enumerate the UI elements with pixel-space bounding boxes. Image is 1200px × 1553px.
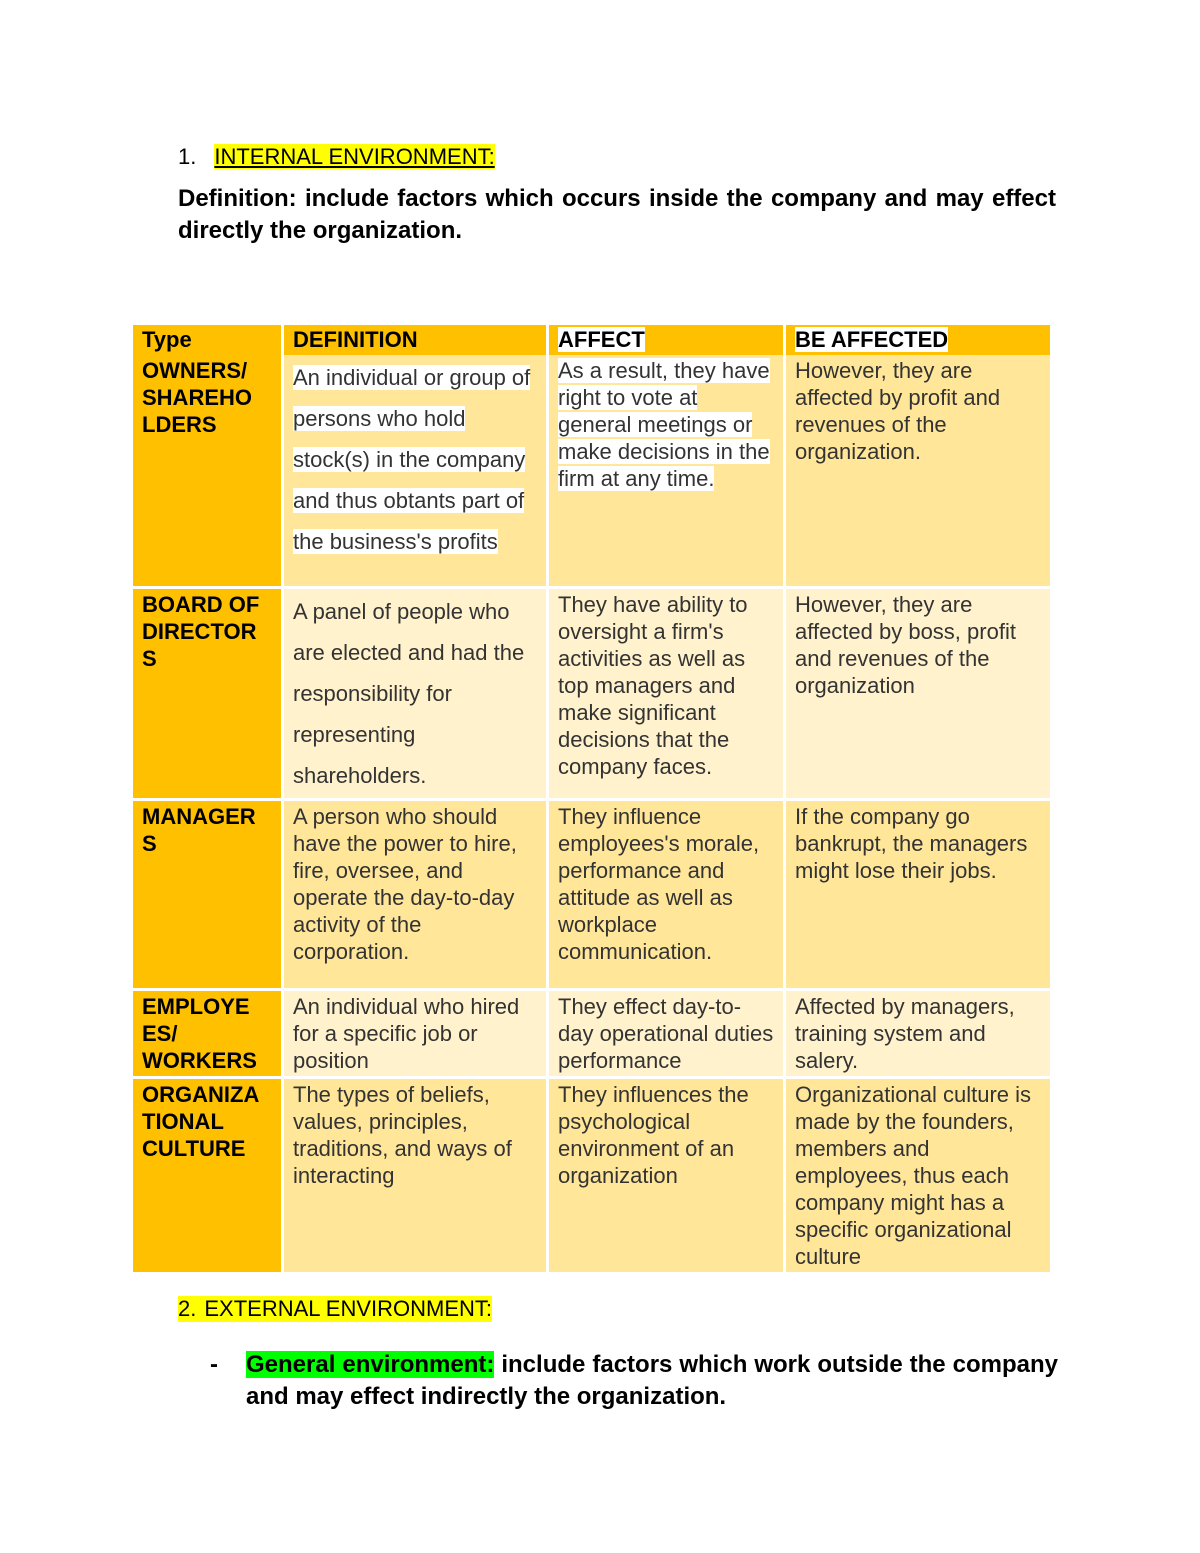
general-environment-label: General environment: xyxy=(246,1351,495,1378)
bullet-text-block xyxy=(246,1349,1058,1413)
header-be-affected xyxy=(786,325,1050,355)
section-2-number: 2. xyxy=(178,1296,197,1321)
table-row xyxy=(133,1076,1050,1272)
row-affect xyxy=(549,355,783,586)
header-definition: DEFINITION xyxy=(284,325,546,355)
row-type: ORGANIZA TIONAL CULTURE xyxy=(133,1076,281,1272)
row-type: OWNERS/ SHAREHO LDERS xyxy=(133,355,281,586)
header-be-affected-label: BE AFFECTED xyxy=(795,327,949,352)
table-row xyxy=(133,355,1050,586)
row-be-affected: However, they are affected by boss, profit and revenues of the organization xyxy=(786,586,1050,798)
row-type: EMPLOYE ES/ WORKERS xyxy=(133,988,281,1076)
row-definition: The types of beliefs, values, principles, traditions, and ways of interacting xyxy=(284,1076,546,1272)
row-definition-text: An individual or group of persons who hold stock(s) in the company and thus obtants part of the business's profits xyxy=(293,365,531,554)
row-definition: An individual who hired for a specific job or position xyxy=(284,988,546,1076)
section-1-number: 1. xyxy=(178,144,197,169)
table-row xyxy=(133,798,1050,988)
row-be-affected: Affected by managers, training system and salery. xyxy=(786,988,1050,1076)
row-be-affected: However, they are affected by profit and revenues of the organization. xyxy=(786,355,1050,586)
general-environment-text: include factors which work outside the company and may effect indirectly the organization. xyxy=(246,1351,1058,1410)
header-affect xyxy=(549,325,783,355)
row-affect: They have ability to oversight a firm's activities as well as top managers and make significant decisions that the company faces. xyxy=(549,586,783,798)
row-definition: A person who should have the power to hire, fire, oversee, and operate the day-to-day activity of the corporation. xyxy=(284,798,546,988)
row-definition: A panel of people who are elected and had the responsibility for representing shareholders. xyxy=(284,586,546,798)
general-environment-bullet xyxy=(210,1349,1058,1413)
header-type: Type xyxy=(133,325,281,355)
table-row xyxy=(133,988,1050,1076)
section-1-title: INTERNAL ENVIRONMENT: xyxy=(214,144,495,169)
section-2-title: EXTERNAL ENVIRONMENT: xyxy=(204,1296,493,1321)
section-2-heading xyxy=(178,1296,492,1322)
row-affect: They influence employees's morale, performance and attitude as well as workplace communication. xyxy=(549,798,783,988)
row-be-affected: If the company go bankrupt, the managers might lose their jobs. xyxy=(786,798,1050,988)
internal-definition: Definition: include factors which occurs inside the company and may effect directly the organization. xyxy=(178,185,1056,244)
internal-environment-table xyxy=(130,325,1053,1272)
row-affect: They influences the psychological environment of an organization xyxy=(549,1076,783,1272)
row-type: BOARD OF DIRECTOR S xyxy=(133,586,281,798)
bullet-dash: - xyxy=(210,1351,218,1378)
row-be-affected: Organizational culture is made by the founders, members and employees, thus each company might has a specific organizational culture xyxy=(786,1076,1050,1272)
row-affect: They effect day-to-day operational duties performance xyxy=(549,988,783,1076)
header-affect-label: AFFECT xyxy=(558,327,645,352)
table-header-row xyxy=(133,325,1050,355)
section-1-heading xyxy=(178,144,495,170)
row-definition xyxy=(284,355,546,586)
row-type: MANAGER S xyxy=(133,798,281,988)
table-row xyxy=(133,586,1050,798)
row-affect-text: As a result, they have right to vote at general meetings or make decisions in the firm at any time. xyxy=(558,358,770,491)
